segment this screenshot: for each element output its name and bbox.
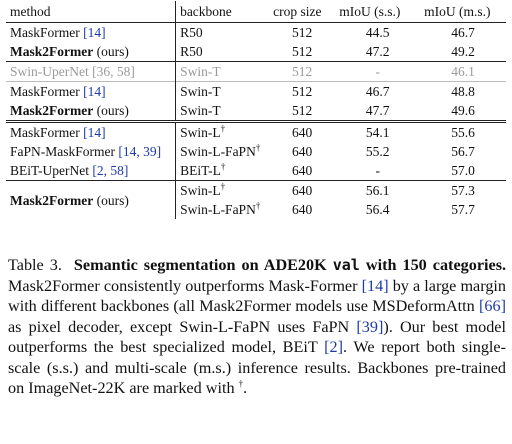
citation-link[interactable]: [2, 58] [92,163,129,178]
dagger-mark: † [255,142,261,153]
miou-ss-cell: 56.1 [335,181,420,201]
header-miou-ss: mIoU (s.s.) [335,1,420,23]
method-cell [6,62,176,82]
method-cell [6,161,176,181]
citation-link[interactable]: [36, 58] [92,64,135,79]
backbone-name: Swin-L-FaPN [180,144,256,159]
citation-link[interactable]: [14] [83,25,106,40]
caption-text: . [243,379,248,397]
table-row [6,23,506,43]
table-row [6,82,506,102]
caption-title-text: Semantic segmentation on ADE20K [73,256,327,274]
header-crop-size: crop size [269,1,335,23]
method-name: FaPN-MaskFormer [10,144,115,159]
results-table [6,1,506,219]
miou-ms-cell: 46.7 [451,25,475,40]
method-cell [6,101,176,122]
caption-title-code: val [332,256,360,274]
header-miou-ms: mIoU (m.s.) [420,1,506,23]
dagger-mark: † [220,181,226,192]
method-name: Swin-UperNet [10,64,89,79]
caption-text: by a large margin with different backbones (all Mask2Former models use MSDeformAttn [8,276,507,315]
method-cell [6,181,176,220]
miou-ss-cell: - [375,163,380,178]
backbone-name: Swin-L-FaPN [180,202,256,217]
crop-size-cell: 640 [269,181,335,201]
miou-ss-cell: 55.2 [365,144,390,159]
crop-size-cell: 640 [292,202,313,217]
backbone-cell [176,142,270,161]
miou-ss-cell: - [335,62,420,82]
citation-link[interactable]: [66] [479,297,506,315]
backbone-cell: Swin-T [176,101,270,122]
miou-ms-cell: 48.8 [420,82,506,102]
method-name: MaskFormer [10,84,80,99]
dagger-mark: † [220,161,226,172]
method-cell [6,82,176,102]
miou-ms-cell: 49.6 [451,103,475,118]
method-name: BEiT-UperNet [10,163,89,178]
method-cell [6,142,176,161]
citation-link[interactable]: [2] [324,338,343,356]
method-cell [6,23,176,43]
miou-ss-cell: 46.7 [335,82,420,102]
table-header [6,1,506,23]
crop-size-cell: 512 [292,103,313,118]
method-name: Mask2Former [10,44,94,59]
dagger-mark: † [238,378,244,389]
header-method: method [6,1,176,23]
miou-ms-cell: 49.2 [451,44,475,59]
caption-title-text: with 150 categories. [365,256,507,274]
miou-ms-cell: 57.7 [451,202,475,217]
citation-link[interactable]: [14] [83,84,106,99]
table-row [6,161,506,181]
table-row [6,181,506,201]
backbone-cell: Swin-T [176,82,270,102]
caption-text: as pixel decoder, except Swin-L-FaPN uses FaPN [8,317,350,336]
method-cell [6,42,176,62]
method-cell [6,122,176,143]
crop-size-cell: 512 [292,44,313,59]
ours-label: (ours) [96,44,129,59]
dagger-mark: † [255,200,261,211]
backbone-cell [176,200,270,219]
miou-ss-cell: 47.7 [365,103,390,118]
crop-size-cell: 640 [269,122,335,143]
backbone-name: Swin-L [180,125,221,140]
miou-ms-cell: 55.6 [420,122,506,143]
table-row [6,122,506,143]
miou-ms-cell: 57.0 [451,163,475,178]
caption-text: ). Our best model outperforms the best specialized model, BEiT [8,317,506,356]
citation-link[interactable]: [39] [356,317,384,336]
caption-label: Table 3. [8,256,62,274]
caption-text: . We report both single-scale (s.s.) and multi-scale (m.s.) inference results. Backbones pre-trained on ImageNet-22K are marked with [8,338,506,397]
table-row [6,101,506,122]
backbone-name: BEiT-L [180,163,221,178]
ours-label: (ours) [96,192,129,208]
miou-ss-cell: 56.4 [365,202,390,217]
miou-ms-cell: 56.7 [451,144,475,159]
caption-title [74,256,506,274]
miou-ms-cell: 57.3 [420,181,506,201]
miou-ss-cell: 54.1 [335,122,420,143]
backbone-cell [176,161,270,181]
method-name: MaskFormer [10,125,80,140]
crop-size-cell: 512 [269,82,335,102]
backbone-cell [176,181,270,201]
citation-link[interactable]: [14] [361,276,389,295]
backbone-cell: R50 [176,23,270,43]
method-name: Mask2Former [10,103,94,118]
table-row [6,62,506,82]
header-backbone: backbone [176,1,270,23]
citation-link[interactable]: [14, 39] [118,144,162,159]
miou-ss-cell: 44.5 [365,25,390,40]
method-name: Mask2Former [10,192,94,208]
ours-label: (ours) [96,103,129,118]
crop-size-cell: 640 [292,163,313,178]
backbone-name: Swin-L [180,183,221,198]
backbone-cell: R50 [176,42,270,62]
backbone-cell [176,122,270,143]
table-caption [8,255,506,399]
citation-link[interactable]: [14] [83,125,106,140]
crop-size-cell: 640 [292,144,313,159]
method-name: MaskFormer [10,25,80,40]
miou-ss-cell: 47.2 [365,44,390,59]
dagger-mark: † [220,123,226,134]
crop-size-cell: 512 [292,25,313,40]
miou-ms-cell: 46.1 [420,62,506,82]
table-row [6,142,506,161]
caption-text: Mask2Former consistently outperforms Mask-Former [8,276,358,295]
backbone-cell: Swin-T [176,62,270,82]
crop-size-cell: 512 [269,62,335,82]
table-row [6,42,506,62]
